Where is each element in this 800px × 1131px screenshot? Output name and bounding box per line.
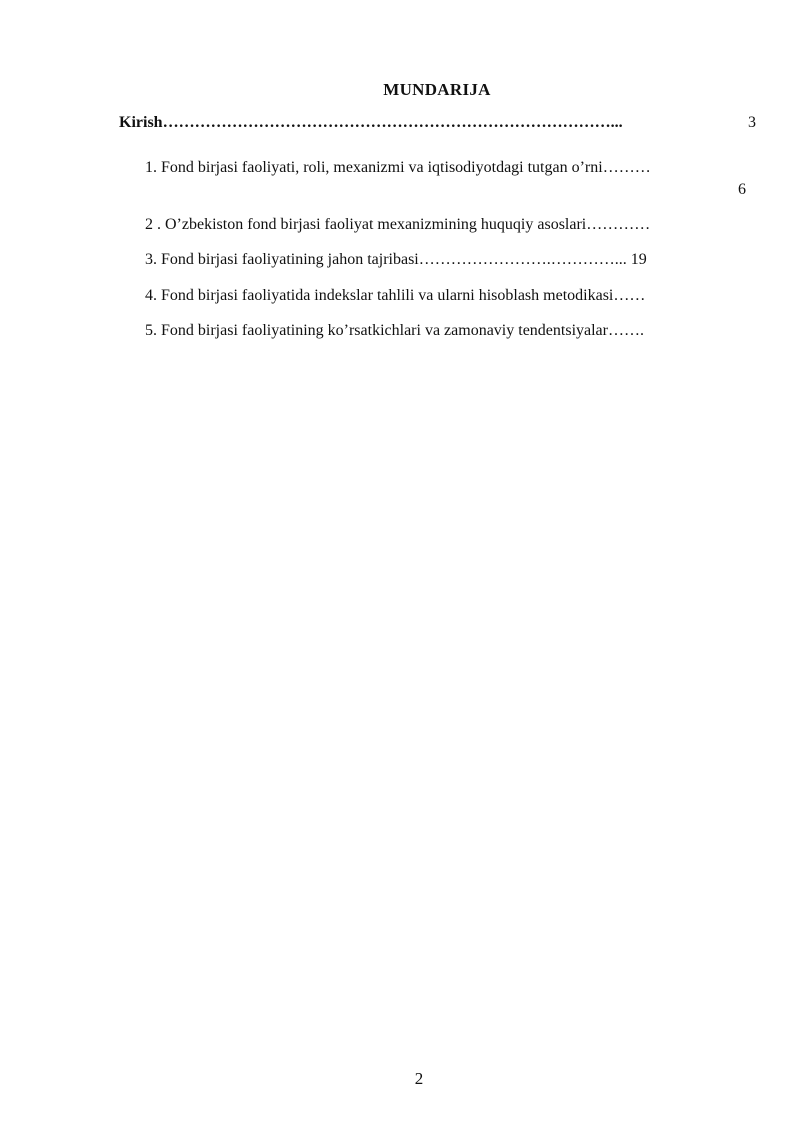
toc-entry-4-label: 4. Fond birjasi faoliyatida indekslar tahlili va ularni hisoblash metodikasi……: [145, 287, 646, 304]
toc-entry-1-page: 6: [738, 181, 746, 198]
toc-entry-1-label: 1. Fond birjasi faoliyati, roli, mexanizmi va iqtisodiyotdagi tutgan o’rni………: [145, 159, 651, 176]
toc-entry-2-label: 2 . O’zbekiston fond birjasi faoliyat mexanizmining huquqiy asoslari…………: [145, 216, 651, 233]
toc-entry-intro-page: 3: [748, 114, 756, 131]
toc-title: MUNDARIJA: [383, 80, 491, 99]
toc-entry-5-label: 5. Fond birjasi faoliyatining ko’rsatkichlari va zamonaviy tendentsiyalar…….: [145, 322, 644, 339]
toc-entry-3-label: 3. Fond birjasi faoliyatining jahon tajribasi…………………….…………... 19: [145, 251, 647, 268]
toc-entry-intro-label: Kirish…………………………………………………………………………...: [119, 114, 623, 131]
page-number: 2: [414, 1069, 424, 1088]
